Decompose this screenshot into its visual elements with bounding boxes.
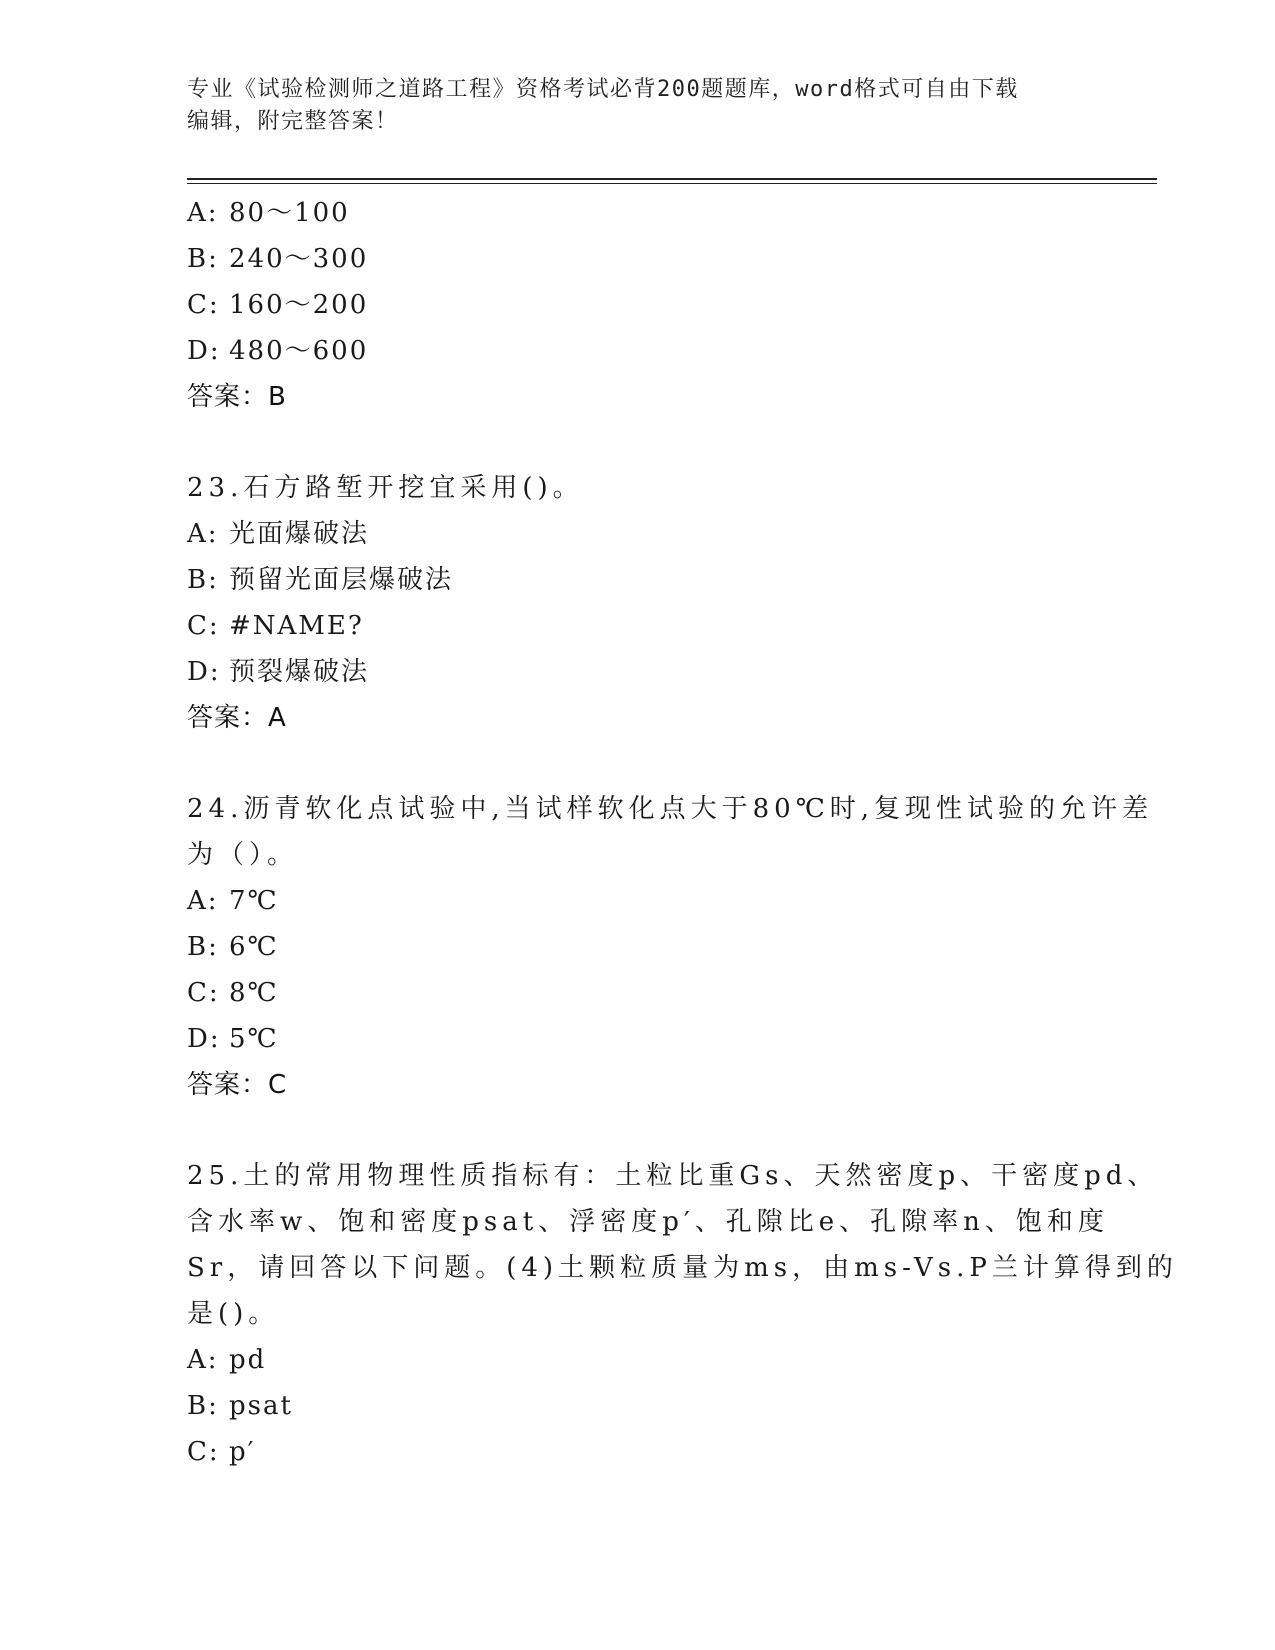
answer-line: 答案：C	[187, 1070, 288, 1100]
question-25	[187, 1153, 1178, 1475]
header-line-2: 编辑，附完整答案！	[187, 109, 399, 134]
spacer	[187, 1108, 1087, 1153]
spacer	[187, 741, 1087, 786]
option-b: B: 预留光面层爆破法	[187, 565, 454, 595]
option-d: D: 480～600	[187, 336, 369, 366]
header-rule-thin	[187, 183, 1157, 184]
question-stem-line-2: 为（）。	[187, 840, 299, 870]
option-c: C: 8℃	[187, 978, 279, 1008]
question-23	[187, 465, 1087, 741]
question-stem-line-1: 24.沥青软化点试验中,当试样软化点大于80℃时,复现性试验的允许差	[187, 794, 1154, 824]
spacer	[187, 420, 1087, 465]
option-b: B: 240～300	[187, 244, 369, 274]
option-a: A: 光面爆破法	[187, 519, 370, 549]
question-24	[187, 786, 1154, 1108]
option-a: A: 7℃	[187, 886, 279, 916]
option-c: C: 160～200	[187, 290, 369, 320]
header-rule-thick	[187, 178, 1157, 180]
question-list	[187, 190, 1178, 1475]
option-c: C: p′	[187, 1437, 256, 1467]
question-22	[187, 190, 1087, 420]
answer-line: 答案：A	[187, 703, 287, 733]
question-stem-line-4: 是()。	[187, 1299, 280, 1329]
header-line-1: 专业《试验检测师之道路工程》资格考试必背200题题库，word格式可自由下载	[187, 77, 1019, 102]
question-stem: 23.石方路堑开挖宜采用()。	[187, 473, 584, 503]
question-stem-line-1: 25.土的常用物理性质指标有：土粒比重Gs、天然密度p、干密度pd、	[187, 1161, 1159, 1191]
option-b: B: 6℃	[187, 932, 279, 962]
option-b: B: psat	[187, 1391, 293, 1421]
option-d: D: 预裂爆破法	[187, 657, 370, 687]
document-header	[187, 74, 1087, 138]
answer-line: 答案：B	[187, 382, 287, 412]
question-stem-line-3: Sr，请回答以下问题。(4)土颗粒质量为ms，由ms-Vs.P兰计算得到的	[187, 1253, 1178, 1283]
question-stem-line-2: 含水率w、饱和密度psat、浮密度p′、孔隙比e、孔隙率n、饱和度	[187, 1207, 1109, 1237]
option-d: D: 5℃	[187, 1024, 279, 1054]
option-a: A: 80～100	[187, 198, 350, 228]
option-c: C: #NAME?	[187, 611, 364, 641]
option-a: A: pd	[187, 1345, 267, 1375]
